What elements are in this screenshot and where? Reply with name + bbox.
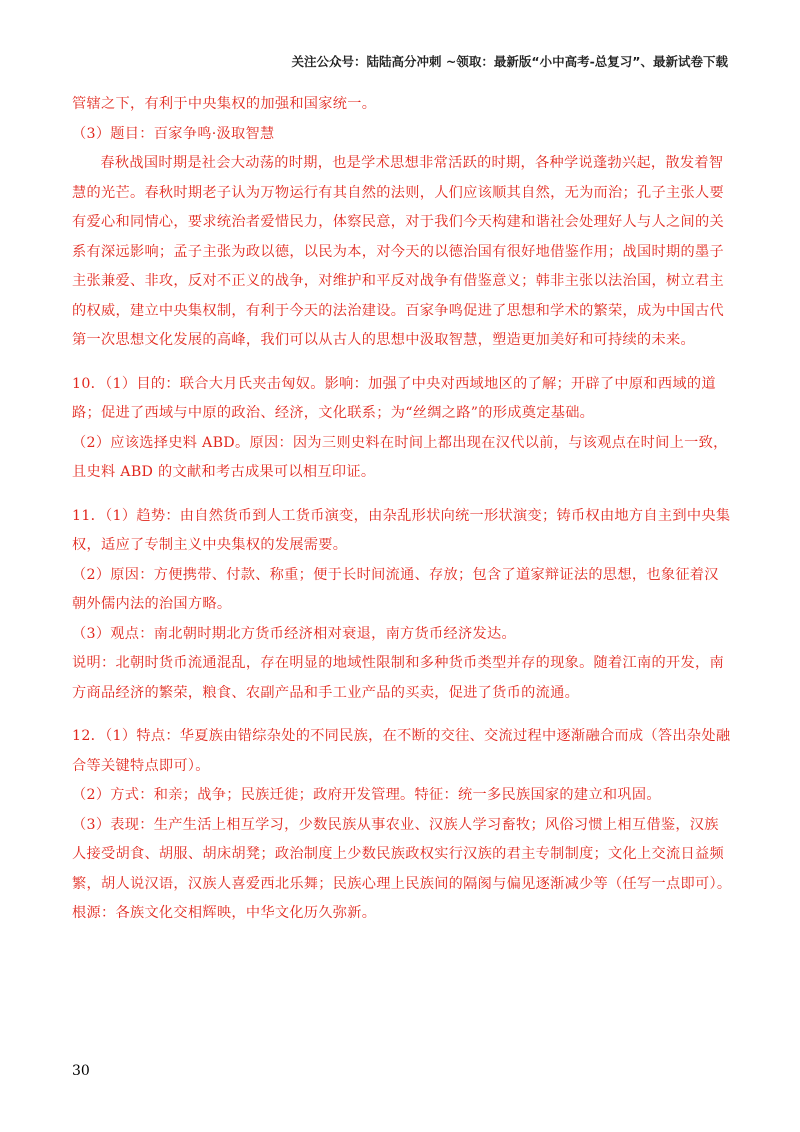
question-11-part-3: （3）观点：南北朝时期北方货币经济相对衰退，南方货币经济发达。: [72, 625, 516, 642]
page-number: 30: [72, 1063, 90, 1079]
spacer: [72, 708, 732, 722]
question-12-part-1: 12．（1）特点：华夏族由错综杂处的不同民族，在不断的交往、交流过程中逐渐融合而成（答出杂处融合等关键特点即可）。: [72, 728, 731, 774]
paragraph: （3）题目：百家争鸣·汲取智慧: [72, 125, 275, 142]
paragraph: 春秋战国时期是社会大动荡的时期，也是学术思想非常活跃的时期，各种学说蓬勃兴起，散发着智慧的光芒。春秋时期老子认为万物运行有其自然的法则，人们应该顺其自然，无为而治；孔子主张人要有爱心和同情心，要求统治者爱惜民力，体察民意，对于我们今天构建和谐社会处理好人与人之间的关系有深远影响；孟子主张为政以德，以民为本，对今天的以德治国有很好地借鉴作用；战国时期的墨子主张兼爱、非攻，反对不正义的战争，对维护和平反对战争有借鉴意义；韩非主张以法治国，树立君主的权威，建立中央集权制，有利于今天的法治建设。百家争鸣促进了思想和学术的繁荣，成为中国古代第一次思想文化发展的高峰，我们可以从古人的思想中汲取智慧，塑造更加美好和可持续的未来。: [72, 155, 724, 348]
spacer: [72, 488, 732, 502]
page-header: 关注公众号：陆陆高分冲刺 ~领取：最新版“小中高考-总复习”、最新试卷下载: [291, 54, 728, 69]
question-11-explanation: 说明：北朝时货币流通混乱，存在明显的地域性限制和多种货币类型并存的现象。随着江南的开发，南方商品经济的繁荣，粮食、农副产品和手工业产品的买卖，促进了货币的流通。: [72, 655, 724, 701]
question-10-part-1: 10．（1）目的：联合大月氏夹击匈奴。影响：加强了中央对西域地区的了解；开辟了中原和西域的道路；促进了西域与中原的政治、经济，文化联系；为“丝绸之路”的形成奠定基础。: [72, 375, 716, 421]
answer-content: [72, 90, 732, 929]
question-11-part-2: （2）原因：方便携带、付款、称重；便于长时间流通、存放；包含了道家辩证法的思想，也象征着汉朝外儒内法的治国方略。: [72, 566, 719, 612]
question-10-part-2: （2）应该选择史料 ABD。原因：因为三则史料在时间上都出现在汉代以前，与该观点在时间上一致，且史料 ABD 的文献和考古成果可以相互印证。: [72, 434, 728, 480]
paragraph: 管辖之下，有利于中央集权的加强和国家统一。: [72, 96, 377, 112]
spacer: [72, 356, 732, 370]
question-12-part-2: （2）方式：和亲；战争；民族迁徙；政府开发管理。特征：统一多民族国家的建立和巩固。: [72, 787, 661, 803]
question-12-part-3: （3）表现：生产生活上相互学习，少数民族从事农业、汉族人学习畜牧；风俗习惯上相互借鉴，汉族人接受胡食、胡服、胡床胡凳；政治制度上少数民族政权实行汉族的君主专制制度；文化上交流日益频繁，胡人说汉语，汉族人喜爱西北乐舞；民族心理上民族间的隔阂与偏见逐渐减少等（任写一点即可）。根源：各族文化交相辉映，中华文化历久弥新。: [72, 816, 732, 921]
question-11-part-1: 11．（1）趋势：由自然货币到人工货币演变，由杂乱形状向统一形状演变；铸币权由地方自主到中央集权，适应了专制主义中央集权的发展需要。: [72, 507, 731, 553]
